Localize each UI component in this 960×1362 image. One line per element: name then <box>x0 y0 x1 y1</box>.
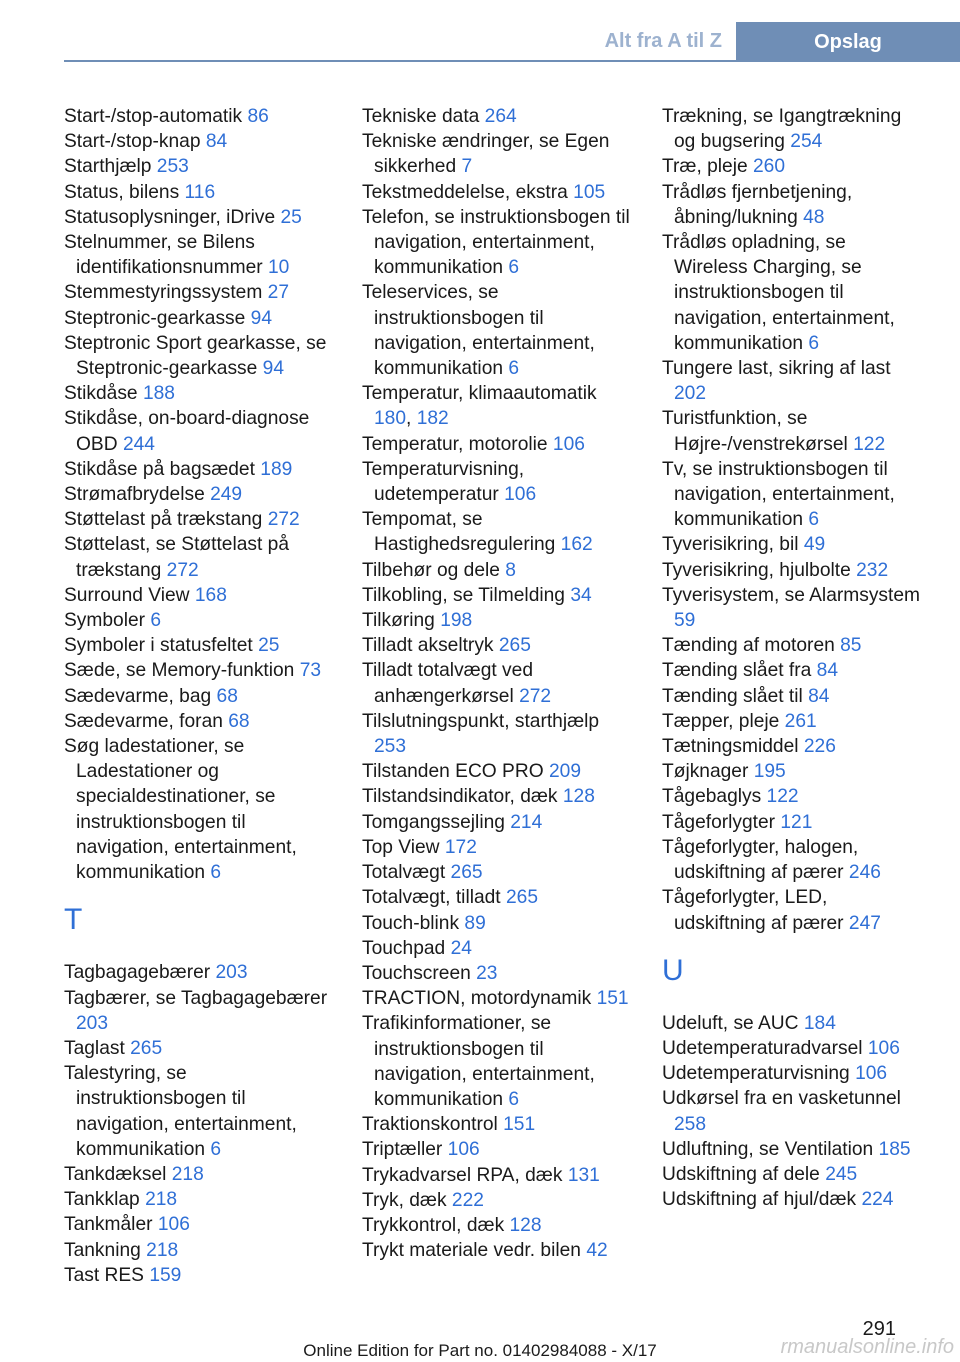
page-link[interactable]: 151 <box>596 988 629 1010</box>
index-entry-text: Sæde, se Memory-funktion <box>64 660 295 682</box>
page-link[interactable]: 151 <box>503 1114 536 1136</box>
page-link[interactable]: 224 <box>861 1189 894 1211</box>
index-entry <box>362 1213 634 1238</box>
index-entry-text: Teleservices, se instruktionsbogen til navigation, entertainment, kommunikation <box>362 282 595 380</box>
index-entry-text: Tekniske data <box>362 106 480 127</box>
index-entry-text: Triptæller <box>362 1139 443 1161</box>
index-entry-text: Trykkontrol, dæk <box>362 1214 505 1236</box>
index-entry-text: Tilladt akseltryk <box>362 635 494 657</box>
page-link[interactable]: 6 <box>508 1088 520 1110</box>
page-link[interactable]: 122 <box>853 433 886 455</box>
index-entry-text: Start-/stop-knap <box>64 131 201 153</box>
index-entry <box>362 205 634 281</box>
index-entry <box>662 1162 924 1187</box>
index-entry-text: Totalvægt, tilladt <box>362 887 501 909</box>
index-entry-text: Trådløs fjernbetjening, åbning/lukning <box>662 181 853 228</box>
page-link[interactable]: 25 <box>280 206 302 228</box>
index-entry-text: Stelnummer, se Bilens identifikationsnummer <box>64 232 263 279</box>
index-entry <box>362 986 634 1011</box>
index-entry-text: Temperatur, motorolie <box>362 433 548 455</box>
page-link[interactable]: 244 <box>122 433 155 455</box>
index-entry <box>64 457 336 482</box>
index-entry-text: Tankklap <box>64 1189 140 1211</box>
index-entry-text: Starthjælp <box>64 156 152 178</box>
index-entry-text: Talestyring, se instruktionsbogen til navigation, entertainment, kommunikation <box>64 1063 297 1160</box>
index-entry <box>662 658 924 683</box>
page-link[interactable]: 94 <box>250 307 272 329</box>
page-link[interactable]: 249 <box>210 484 243 506</box>
index-entry <box>362 936 634 961</box>
index-entry-text: Sædevarme, foran <box>64 710 223 732</box>
page-link[interactable]: 246 <box>848 862 881 884</box>
page-link[interactable]: 264 <box>484 106 517 127</box>
index-entry-text: Steptronic-gearkasse <box>64 307 246 329</box>
index-entry <box>662 104 924 154</box>
index-entry-text: Tilkobling, se Tilmelding <box>362 584 565 606</box>
index-entry <box>662 180 924 230</box>
index-entry <box>362 759 634 784</box>
index-entry <box>362 583 634 608</box>
page-link[interactable]: 48 <box>803 206 825 228</box>
page-link[interactable]: 94 <box>262 358 284 380</box>
index-entry <box>662 558 924 583</box>
page-link[interactable]: 106 <box>504 484 537 506</box>
index-entry-text: Tågeforlygter, halogen, udskiftning af pærer <box>662 836 859 884</box>
index-entry <box>362 608 634 633</box>
page-link[interactable]: 226 <box>803 736 836 758</box>
index-entry <box>64 1036 336 1061</box>
page-link[interactable]: 189 <box>260 458 293 480</box>
page-link[interactable]: 218 <box>145 1189 178 1211</box>
index-entry <box>662 1011 924 1036</box>
index-entry <box>662 1061 924 1086</box>
page-link[interactable]: 265 <box>130 1037 163 1059</box>
index-entry-text: Tænding af motoren <box>662 635 835 657</box>
index-entry <box>64 154 336 179</box>
index-entry <box>64 1263 336 1288</box>
index-entry <box>362 1112 634 1137</box>
page-link[interactable]: 203 <box>215 962 248 984</box>
index-entry-text: Steptronic Sport gearkasse, se Steptronic-gearkasse <box>64 332 327 380</box>
index-column-2 <box>362 104 634 1263</box>
page-link[interactable]: 42 <box>586 1240 608 1262</box>
index-entry <box>64 658 336 683</box>
index-entry <box>64 406 336 456</box>
page-link[interactable]: 106 <box>157 1214 190 1236</box>
page-link[interactable]: 131 <box>567 1164 600 1186</box>
page-link[interactable]: 24 <box>450 937 472 959</box>
page-link[interactable]: 6 <box>210 862 222 884</box>
page-number: 291 <box>862 1318 896 1340</box>
index-entry-text: Træ, pleje <box>662 156 748 178</box>
index-entry <box>362 835 634 860</box>
index-entry-text: Temperatur, klimaautomatik <box>362 383 597 405</box>
index-entry-text: Tågeforlygter, LED, udskiftning af pærer <box>662 887 844 934</box>
page-link[interactable]: 116 <box>184 181 216 203</box>
index-entry <box>662 633 924 658</box>
index-column-3 <box>662 104 924 1212</box>
index-entry <box>662 457 924 533</box>
index-entry: Temperatur, klimaautomatik 180, 182 <box>362 383 597 430</box>
page-link[interactable]: 184 <box>803 1012 836 1034</box>
page-link[interactable]: 6 <box>508 257 520 279</box>
page-link[interactable]: 25 <box>258 635 280 657</box>
index-entry <box>64 280 336 305</box>
index-entry-text: Symboler i statusfeltet <box>64 635 253 657</box>
watermark: rmanualsonline.info <box>780 1336 954 1358</box>
index-entry-text: Tryk, dæk <box>362 1189 447 1211</box>
index-entry <box>64 1212 336 1237</box>
page-link[interactable]: 265 <box>498 635 531 657</box>
index-entry <box>362 885 634 910</box>
index-entry <box>662 154 924 179</box>
index-entry-text: Tilladt totalvægt ved anhængerkørsel <box>362 660 533 707</box>
index-column-1 <box>64 104 336 1288</box>
index-entry-text: Tagbagagebærer <box>64 962 211 984</box>
index-entry <box>64 960 336 985</box>
index-entry-text: Tågebaglys <box>662 786 762 808</box>
index-entry-text: Tagbærer, se Tagbagagebærer <box>64 987 328 1009</box>
page-link[interactable]: 203 <box>76 1012 109 1034</box>
page-link[interactable]: 68 <box>228 710 250 732</box>
index-entry <box>362 658 634 708</box>
page-link[interactable]: 209 <box>548 761 581 783</box>
index-entry <box>64 684 336 709</box>
page-link[interactable]: 8 <box>505 559 516 581</box>
page-link[interactable]: 159 <box>149 1264 182 1286</box>
index-entry <box>362 280 634 381</box>
index-entry <box>64 230 336 280</box>
index-entry-text: Tankdæksel <box>64 1163 167 1185</box>
index-entry-text: Statusoplysninger, iDrive <box>64 206 276 228</box>
index-entry <box>662 406 924 456</box>
page-link[interactable]: 84 <box>205 131 228 153</box>
index-entry-text: Udetemperaturvisning <box>662 1063 850 1085</box>
index-entry-text: Udetemperaturadvarsel <box>662 1037 863 1059</box>
index-entry-text: Stemmestyringssystem <box>64 282 263 304</box>
index-entry-text: Status, bilens <box>64 181 180 203</box>
index-entry-text: Udkørsel fra en vasketunnel <box>662 1088 901 1110</box>
page-link[interactable]: 34 <box>570 584 592 606</box>
index-entry-text: Tankmåler <box>64 1214 153 1236</box>
page-link[interactable]: 27 <box>267 282 289 304</box>
index-entry-text: Tilstanden ECO PRO <box>362 761 544 783</box>
index-entry-text: Turistfunktion, se Højre-/venstrekørsel <box>662 408 848 455</box>
edition-note: Online Edition for Part no. 01402984088 - X/17 <box>303 1341 657 1360</box>
index-entry <box>362 961 634 986</box>
index-entry-text: Trådløs opladning, se Wireless Charging, se instruktionsbogen til navigation, entertainment, kommunikation <box>662 232 895 354</box>
index-entry-text: Telefon, se instruktionsbogen til navigation, entertainment, kommunikation <box>362 206 630 279</box>
page-link[interactable]: 23 <box>476 962 498 984</box>
index-entry-text: Trækning, se Igangtrækning og bugsering <box>662 106 902 153</box>
index-entry-text: Surround View <box>64 584 190 606</box>
page-link[interactable]: 68 <box>216 685 238 707</box>
index-entry <box>64 482 336 507</box>
page-link[interactable]: 180 <box>374 408 407 430</box>
index-entry-text: Start-/stop-automatik <box>64 106 243 127</box>
index-entry <box>362 507 634 557</box>
index-entry-text: Tast RES <box>64 1264 144 1286</box>
index-entry-text: Temperaturvisning, udetemperatur <box>362 458 525 506</box>
page-link[interactable]: 254 <box>790 131 823 153</box>
index-entry <box>362 1137 634 1162</box>
page-link[interactable]: 218 <box>171 1163 204 1185</box>
index-entry <box>64 986 336 1036</box>
index-entry-text: Støttelast, se Støttelast på trækstang <box>64 534 290 581</box>
index-entry-text: Tempomat, se Hastighedsregulering <box>362 509 556 556</box>
index-entry <box>362 1238 634 1263</box>
index-entry <box>662 759 924 784</box>
index-entry <box>64 633 336 658</box>
index-entry-text: Udskiftning af hjul/dæk <box>662 1189 857 1211</box>
page-link[interactable]: 162 <box>560 534 593 556</box>
index-entry <box>362 558 634 583</box>
index-entry-text: Tilkøring <box>362 610 435 632</box>
page-link[interactable]: 272 <box>166 559 199 581</box>
page-link[interactable]: 222 <box>451 1189 484 1211</box>
page-link[interactable]: 168 <box>194 584 227 606</box>
page-link[interactable]: 6 <box>808 332 820 354</box>
index-entry <box>64 180 336 205</box>
page-link[interactable]: 260 <box>753 156 786 178</box>
index-entry <box>662 810 924 835</box>
page-link[interactable]: 106 <box>552 433 585 455</box>
index-entry <box>662 885 924 935</box>
page-link[interactable]: 128 <box>562 786 595 808</box>
index-entry <box>64 1187 336 1212</box>
index-entry-text: Udskiftning af dele <box>662 1163 820 1185</box>
page-link[interactable]: 202 <box>674 383 707 405</box>
index-entry <box>64 104 336 129</box>
page-link[interactable]: 188 <box>142 383 175 405</box>
index-entry-text: Sædevarme, bag <box>64 685 212 707</box>
index-entry <box>64 583 336 608</box>
page-link[interactable]: 89 <box>464 912 486 934</box>
index-entry <box>64 381 336 406</box>
page-link[interactable]: 106 <box>855 1063 888 1085</box>
index-entry <box>662 835 924 885</box>
page-link[interactable]: 106 <box>447 1139 480 1161</box>
index-entry <box>662 1086 924 1136</box>
index-entry <box>64 1162 336 1187</box>
index-entry <box>662 583 924 633</box>
index-entry-text: Trykadvarsel RPA, dæk <box>362 1164 563 1186</box>
index-entry-text: Tankning <box>64 1239 141 1261</box>
page-link[interactable]: 6 <box>210 1138 222 1160</box>
index-entry <box>362 784 634 809</box>
page-link[interactable]: 253 <box>156 156 189 178</box>
index-entry-text: Taglast <box>64 1037 125 1059</box>
index-entry <box>362 457 634 507</box>
index-entry-text: Søg ladestationer, se Ladestationer og specialdestinationer, se instruktionsbogen til navigation, entertainment, kommunikation <box>64 736 297 884</box>
index-entry <box>662 356 924 406</box>
index-entry-text: Totalvægt <box>362 862 446 884</box>
page-link[interactable]: 172 <box>444 836 477 858</box>
index-entry <box>362 180 634 205</box>
index-entry <box>362 911 634 936</box>
index-entry-text: Tyverisikring, bil <box>662 534 799 556</box>
index-entry-text: Tilstandsindikator, dæk <box>362 786 558 808</box>
page-header <box>0 0 960 62</box>
index-entry <box>362 860 634 885</box>
page-link[interactable]: 214 <box>510 811 543 833</box>
index-entry <box>362 129 634 179</box>
page-link[interactable]: 272 <box>519 685 552 707</box>
index-entry <box>362 104 634 129</box>
index-entry-text: Tøjknager <box>662 761 749 783</box>
index-entry <box>64 1061 336 1162</box>
index-entry-text: Touch-blink <box>362 912 460 934</box>
index-entry <box>64 1238 336 1263</box>
page-link[interactable]: 59 <box>674 610 696 632</box>
page-link[interactable]: 121 <box>780 811 813 833</box>
index-entry <box>64 734 336 885</box>
page-link[interactable]: 218 <box>146 1239 179 1261</box>
index-entry <box>362 633 634 658</box>
index-entry-text: Udeluft, se AUC <box>662 1012 799 1034</box>
page-link[interactable]: 182 <box>416 408 449 430</box>
page-link[interactable]: 6 <box>808 509 820 531</box>
index-entry-text: Tågeforlygter <box>662 811 776 833</box>
index-entry <box>64 306 336 331</box>
index-entry <box>662 1036 924 1061</box>
page-link[interactable]: 247 <box>848 912 881 934</box>
index-entry <box>662 230 924 356</box>
index-entry-text: Stikdåse <box>64 383 138 405</box>
index-entry-text: Tekniske ændringer, se Egen sikkerhed <box>362 131 610 178</box>
index-entry-text: Trykt materiale vedr. bilen <box>362 1240 581 1262</box>
index-entry-text: Tilslutningspunkt, starthjælp <box>362 710 600 732</box>
index-entry <box>64 532 336 582</box>
page-link[interactable]: 198 <box>440 610 473 632</box>
index-entry <box>662 709 924 734</box>
page-link[interactable]: 106 <box>867 1037 900 1059</box>
index-entry <box>362 1163 634 1188</box>
page-link[interactable]: 73 <box>299 660 322 682</box>
page-link[interactable]: 84 <box>808 685 830 707</box>
index-entry <box>362 709 634 759</box>
page-link[interactable]: 265 <box>450 862 483 884</box>
index-letter-heading: U <box>662 953 684 987</box>
index-entry-text: TRACTION, motordynamik <box>362 988 592 1010</box>
index-entry-text: Tætningsmiddel <box>662 736 799 758</box>
index-entry-text: Tekstmeddelelse, ekstra <box>362 181 568 203</box>
section-tab: Opslag <box>736 22 960 62</box>
page-link[interactable]: 105 <box>573 181 606 203</box>
index-entry-text: Tomgangssejling <box>362 811 505 833</box>
page-link[interactable]: 128 <box>509 1214 542 1236</box>
index-entry <box>64 507 336 532</box>
page-link[interactable]: 232 <box>856 559 889 581</box>
index-entry <box>662 684 924 709</box>
index-entry <box>362 432 634 457</box>
page-link[interactable]: 253 <box>374 736 407 758</box>
index-entry-text: Traktionskontrol <box>362 1114 498 1136</box>
index-entry-text: Stikdåse, on-board-diagnose OBD <box>64 408 310 455</box>
page-link[interactable]: 122 <box>766 786 799 808</box>
index-entry <box>662 532 924 557</box>
page-link[interactable]: 185 <box>878 1138 911 1160</box>
page-link[interactable]: 272 <box>267 509 300 531</box>
index-entry <box>64 608 336 633</box>
index-entry-text: Touchpad <box>362 937 446 959</box>
index-entry-text: Støttelast på trækstang <box>64 509 263 531</box>
index-entry <box>662 1187 924 1212</box>
page-link[interactable]: 245 <box>825 1163 858 1185</box>
section-title: Alt fra A til Z <box>604 30 722 52</box>
index-entry-text: Tilbehør og dele <box>362 559 500 581</box>
index-entry-text: Udluftning, se Ventilation <box>662 1138 874 1160</box>
page-link[interactable]: 195 <box>753 761 786 783</box>
index-entry <box>362 810 634 835</box>
index-entry <box>362 1188 634 1213</box>
index-entry <box>64 331 336 381</box>
page-link[interactable]: 10 <box>267 257 290 279</box>
index-entry-text: Stikdåse på bagsædet <box>64 458 255 480</box>
index-entry <box>64 129 336 154</box>
page-link[interactable]: 85 <box>840 635 862 657</box>
index-entry-text: Symboler <box>64 610 146 632</box>
index-entry-text: Strømafbrydelse <box>64 484 205 506</box>
page-link[interactable]: 84 <box>816 660 838 682</box>
page-link[interactable]: 261 <box>784 710 817 732</box>
index-entry-text: Tænding slået fra <box>662 660 812 682</box>
index-entry <box>64 205 336 230</box>
page-link[interactable]: 6 <box>508 358 520 380</box>
index-entry-text: Tyverisikring, hjulbolte <box>662 559 851 581</box>
index-entry <box>64 709 336 734</box>
index-entry-text: Tænding slået til <box>662 685 803 707</box>
page-link[interactable]: 265 <box>505 887 538 909</box>
page-link[interactable]: 258 <box>674 1113 707 1135</box>
page-link[interactable]: 6 <box>150 610 162 632</box>
index-entry-text: Tyverisystem, se Alarmsystem <box>662 584 921 606</box>
index-entry-text: Trafikinformationer, se instruktionsbogen til navigation, entertainment, kommunikation <box>362 1013 595 1110</box>
index-entry <box>662 734 924 759</box>
page-link[interactable]: 7 <box>461 156 473 178</box>
index-entry <box>662 1137 924 1162</box>
index-entry <box>662 784 924 809</box>
page-link[interactable]: 49 <box>803 534 826 556</box>
index-entry-text: Touchscreen <box>362 962 471 984</box>
index-entry <box>362 1011 634 1112</box>
page-link[interactable]: 86 <box>247 106 269 127</box>
index-entry-text: Tv, se instruktionsbogen til navigation, entertainment, kommunikation <box>662 458 895 531</box>
index-entry-text: Tungere last, sikring af last <box>662 358 891 380</box>
index-entry-text: Tæpper, pleje <box>662 710 780 732</box>
index-entry-text: Top View <box>362 836 440 858</box>
index-letter-heading: T <box>64 903 83 937</box>
